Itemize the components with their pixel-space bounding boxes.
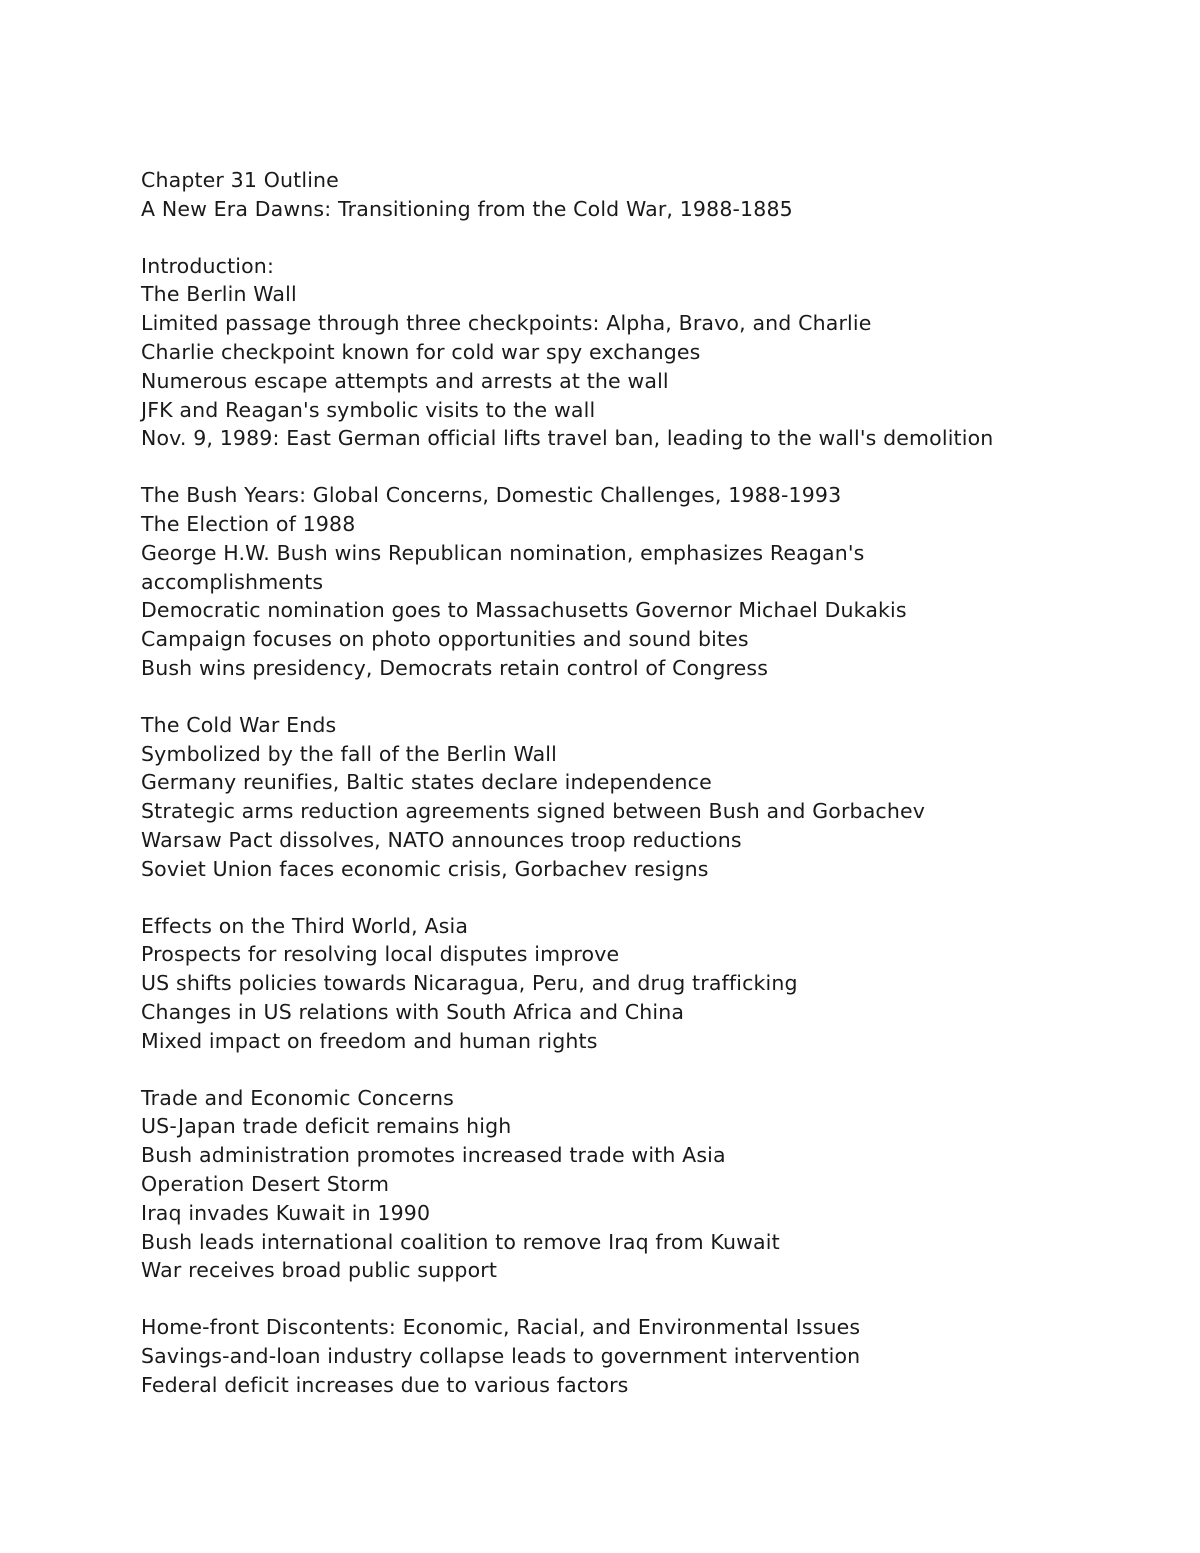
section-heading: The Bush Years: Global Concerns, Domestic Challenges, 1988-1993: [141, 483, 842, 508]
outline-line: Bush wins presidency, Democrats retain control of Congress: [141, 655, 769, 680]
outline-line: Operation Desert Storm: [141, 1171, 390, 1196]
outline-line: US shifts policies towards Nicaragua, Peru, and drug trafficking: [141, 971, 798, 996]
outline-line: Federal deficit increases due to various factors: [141, 1372, 629, 1397]
section-home-front: [141, 1313, 1141, 1399]
title-block: [141, 166, 1141, 224]
outline-line: Numerous escape attempts and arrests at the wall: [141, 368, 669, 393]
outline-line: JFK and Reagan's symbolic visits to the wall: [141, 397, 596, 422]
outline-line: Strategic arms reduction agreements signed between Bush and Gorbachev: [141, 799, 926, 824]
outline-line: Germany reunifies, Baltic states declare independence: [141, 770, 712, 795]
outline-line: US-Japan trade deficit remains high: [141, 1114, 512, 1139]
outline-line: George H.W. Bush wins Republican nomination, emphasizes Reagan's: [141, 540, 865, 565]
outline-line: Bush leads international coalition to remove Iraq from Kuwait: [141, 1229, 780, 1254]
outline-line: War receives broad public support: [141, 1258, 498, 1283]
section-third-world: [141, 912, 1141, 1056]
section-heading: The Cold War Ends: [141, 712, 337, 737]
section-heading: Home-front Discontents: Economic, Racial, and Environmental Issues: [141, 1315, 861, 1340]
outline-line: Charlie checkpoint known for cold war spy exchanges: [141, 339, 701, 364]
section-heading: Effects on the Third World, Asia: [141, 913, 469, 938]
outline-line: The Berlin Wall: [141, 282, 297, 307]
outline-line: Limited passage through three checkpoints: Alpha, Bravo, and Charlie: [141, 311, 872, 336]
outline-line: Bush administration promotes increased trade with Asia: [141, 1143, 726, 1168]
outline-line: Campaign focuses on photo opportunities and sound bites: [141, 627, 749, 652]
section-heading: Introduction:: [141, 253, 274, 278]
outline-line: Mixed impact on freedom and human rights: [141, 1028, 598, 1053]
outline-line: The Election of 1988: [141, 511, 356, 536]
outline-line: Iraq invades Kuwait in 1990: [141, 1200, 431, 1225]
chapter-heading: Chapter 31 Outline: [141, 168, 339, 192]
outline-line: Democratic nomination goes to Massachusetts Governor Michael Dukakis: [141, 598, 907, 623]
outline-line: Symbolized by the fall of the Berlin Wall: [141, 741, 557, 766]
outline-line: Nov. 9, 1989: East German official lifts travel ban, leading to the wall's demolition: [141, 426, 994, 451]
outline-line: Savings-and-loan industry collapse leads to government intervention: [141, 1343, 861, 1368]
outline-line: Prospects for resolving local disputes improve: [141, 942, 620, 967]
outline-line: Warsaw Pact dissolves, NATO announces troop reductions: [141, 827, 742, 852]
outline-line: accomplishments: [141, 569, 324, 594]
chapter-subtitle: A New Era Dawns: Transitioning from the Cold War, 1988-1885: [141, 196, 793, 221]
document-body: [141, 166, 1141, 1399]
outline-line: Changes in US relations with South Africa and China: [141, 999, 685, 1024]
section-trade-economic: [141, 1084, 1141, 1286]
outline-line: Soviet Union faces economic crisis, Gorbachev resigns: [141, 856, 709, 881]
section-bush-years: [141, 481, 1141, 683]
section-cold-war-ends: [141, 711, 1141, 884]
section-heading: Trade and Economic Concerns: [141, 1085, 455, 1110]
section-introduction: [141, 252, 1141, 454]
